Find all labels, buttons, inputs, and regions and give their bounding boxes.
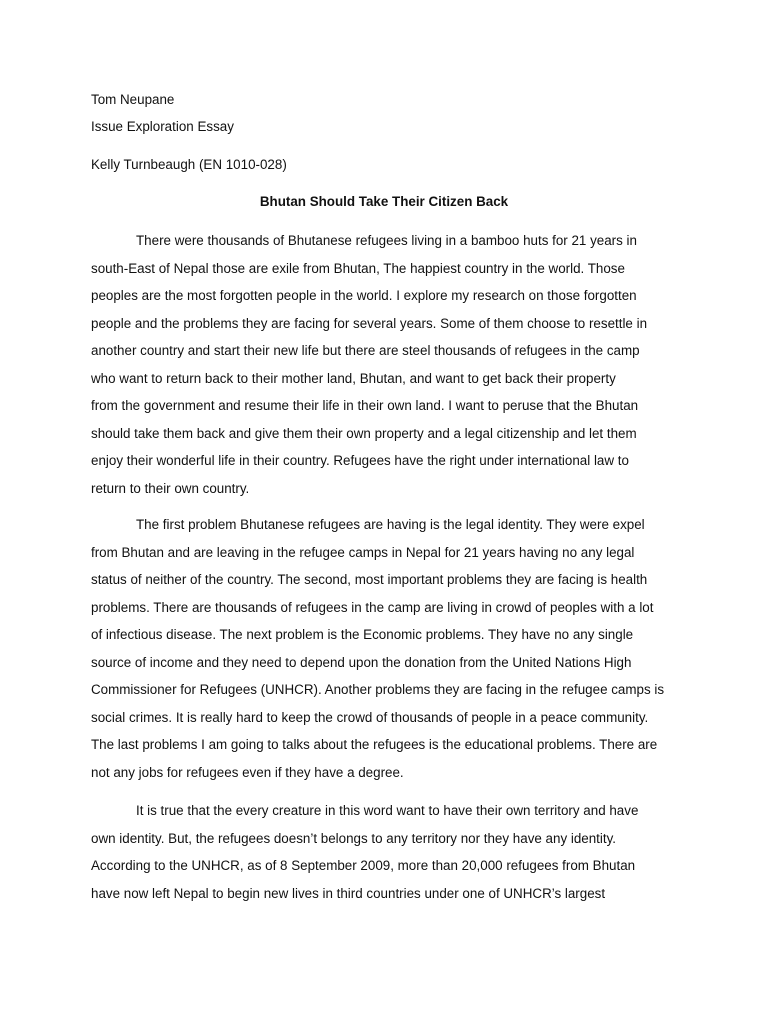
paragraph-line: people and the problems they are facing for several years. Some of them choose to resettle in — [91, 315, 648, 331]
paragraph-line: status of neither of the country. The second, most important problems they are facing is health — [91, 572, 648, 587]
paragraph-line: have now left Nepal to begin new lives in third countries under one of UNHCR’s largest — [91, 885, 606, 901]
course-title: Issue Exploration Essay — [91, 119, 234, 134]
instructor-line: Kelly Turnbeaugh (EN 1010-028) — [91, 157, 287, 172]
paragraph-line: social crimes. It is really hard to keep the crowd of thousands of people in a peace community. — [91, 709, 649, 725]
paragraph-3 — [91, 797, 681, 907]
paragraph-line: south-East of Nepal those are exile from Bhutan, The happiest country in the world. Those — [91, 260, 625, 276]
paragraph-line: enjoy their wonderful life in their country. Refugees have the right under international law to — [91, 453, 629, 468]
paragraph-line: another country and start their new life but there are steel thousands of refugees in the camp — [91, 343, 640, 358]
paragraph-line: It is true that the every creature in this word want to have their own territory and have — [136, 803, 639, 818]
paragraph-line: from Bhutan and are leaving in the refugee camps in Nepal for 21 years having no any legal — [91, 544, 635, 560]
paragraph-line: According to the UNHCR, as of 8 September 2009, more than 20,000 refugees from Bhutan — [91, 858, 636, 873]
paragraph-line: of infectious disease. The next problem is the Economic problems. They have no any single — [91, 627, 634, 642]
paragraph-line: source of income and they need to depend upon the donation from the United Nations High — [91, 654, 632, 670]
paragraph-line: should take them back and give them their own property and a legal citizenship and let them — [91, 425, 637, 441]
paragraph-line: return to their own country. — [91, 480, 250, 496]
paragraph-1 — [91, 227, 681, 502]
essay-title: Bhutan Should Take Their Citizen Back — [259, 194, 509, 209]
paragraph-line: problems. There are thousands of refugees in the camp are living in crowd of peoples with a lot — [91, 599, 654, 615]
paragraph-line: from the government and resume their life in their own land. I want to peruse that the Bhutan — [91, 398, 639, 413]
paragraph-line: Commissioner for Refugees (UNHCR). Another problems they are facing in the refugee camps is — [91, 682, 665, 697]
paragraph-line: The first problem Bhutanese refugees are having is the legal identity. They were expel — [136, 517, 645, 532]
paragraph-line: peoples are the most forgotten people in the world. I explore my research on those forgotten — [91, 288, 637, 303]
paragraph-line: The last problems I am going to talks about the refugees is the educational problems. There are — [91, 737, 658, 752]
paragraph-line: not any jobs for refugees even if they have a degree. — [91, 764, 404, 780]
paragraph-line: who want to return back to their mother land, Bhutan, and want to get back their property — [91, 370, 616, 386]
paragraph-2 — [91, 511, 681, 786]
paragraph-line: own identity. But, the refugees doesn’t belongs to any territory nor they have any identity. — [91, 830, 617, 846]
author-name: Tom Neupane — [91, 92, 175, 107]
paragraph-line: There were thousands of Bhutanese refugees living in a bamboo huts for 21 years in — [136, 233, 637, 248]
